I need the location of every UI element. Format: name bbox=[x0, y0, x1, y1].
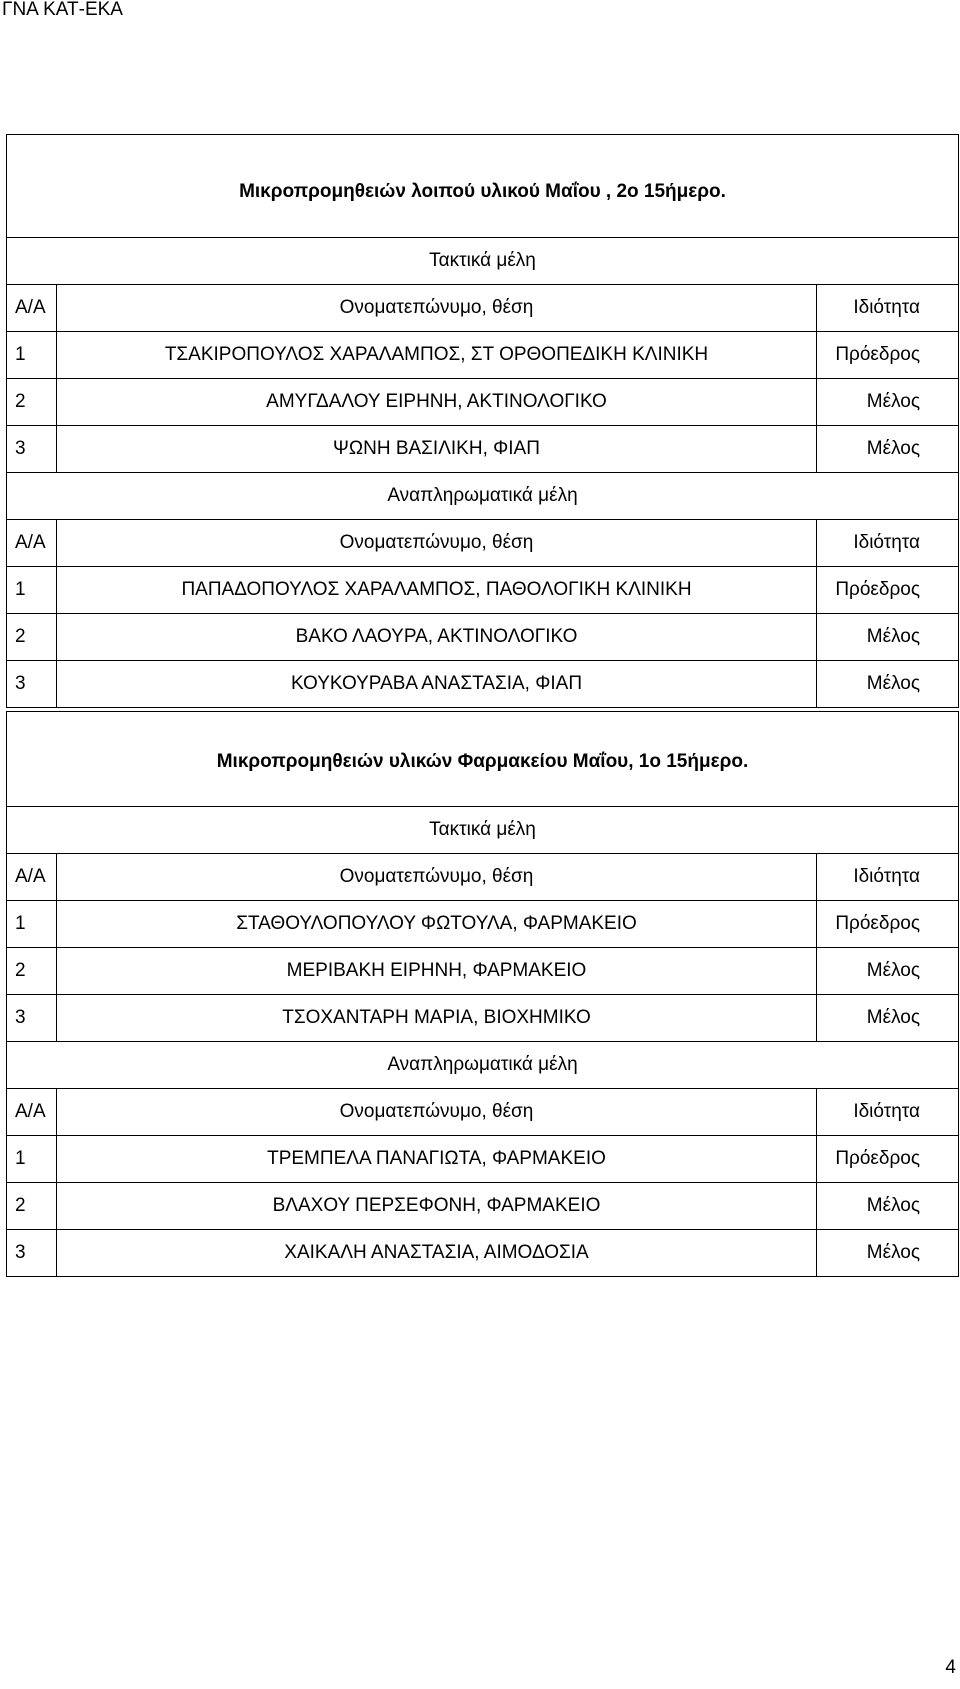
member-aa: 3 bbox=[7, 995, 57, 1042]
table-row bbox=[7, 426, 959, 473]
table-row bbox=[7, 661, 959, 708]
committee-table-2 bbox=[6, 711, 959, 1277]
member-name: ΤΣΟΧΑΝΤΑΡΗ ΜΑΡΙΑ, ΒΙΟΧΗΜΙΚΟ bbox=[57, 995, 817, 1042]
member-aa: 2 bbox=[7, 614, 57, 661]
column-header-aa: Α/Α bbox=[7, 1089, 57, 1136]
column-header-role: Ιδιότητα bbox=[817, 854, 959, 901]
column-header-row bbox=[7, 854, 959, 901]
member-aa: 3 bbox=[7, 661, 57, 708]
table-row bbox=[7, 901, 959, 948]
column-header-role: Ιδιότητα bbox=[817, 285, 959, 332]
table-row bbox=[7, 332, 959, 379]
member-name: ΠΑΠΑΔΟΠΟΥΛΟΣ ΧΑΡΑΛΑΜΠΟΣ, ΠΑΘΟΛΟΓΙΚΗ ΚΛΙΝΙΚΗ bbox=[57, 567, 817, 614]
committee-title: Μικροπρομηθειών λοιπού υλικού Μαΐου , 2ο 15ήμερο. bbox=[7, 135, 959, 238]
member-role: Μέλος bbox=[817, 379, 959, 426]
member-role: Μέλος bbox=[817, 948, 959, 995]
column-header-role: Ιδιότητα bbox=[817, 520, 959, 567]
member-name: ΣΤΑΘΟΥΛΟΠΟΥΛΟΥ ΦΩΤΟΥΛΑ, ΦΑΡΜΑΚΕΙΟ bbox=[57, 901, 817, 948]
member-aa: 1 bbox=[7, 901, 57, 948]
page-number: 4 bbox=[945, 1657, 956, 1678]
member-name: ΤΡΕΜΠΕΛΑ ΠΑΝΑΓΙΩΤΑ, ΦΑΡΜΑΚΕΙΟ bbox=[57, 1136, 817, 1183]
committee-table-1 bbox=[6, 134, 959, 708]
table-row bbox=[7, 1230, 959, 1277]
member-role: Μέλος bbox=[817, 1183, 959, 1230]
table-row bbox=[7, 948, 959, 995]
alternate-members-heading: Αναπληρωματικά μέλη bbox=[7, 1042, 959, 1089]
member-name: ΒΑΚΟ ΛΑΟΥΡΑ, ΑΚΤΙΝΟΛΟΓΙΚΟ bbox=[57, 614, 817, 661]
member-aa: 2 bbox=[7, 1183, 57, 1230]
member-role: Πρόεδρος bbox=[817, 1136, 959, 1183]
member-role: Μέλος bbox=[817, 1230, 959, 1277]
member-aa: 2 bbox=[7, 379, 57, 426]
regular-members-heading: Τακτικά μέλη bbox=[7, 238, 959, 285]
member-name: ΨΩΝΗ ΒΑΣΙΛΙΚΗ, ΦΙΑΠ bbox=[57, 426, 817, 473]
table-row bbox=[7, 1136, 959, 1183]
member-aa: 2 bbox=[7, 948, 57, 995]
table-row bbox=[7, 379, 959, 426]
table-row bbox=[7, 614, 959, 661]
column-header-row bbox=[7, 285, 959, 332]
document-header: ΓΝΑ ΚΑΤ-ΕΚΑ bbox=[2, 0, 123, 20]
member-aa: 1 bbox=[7, 1136, 57, 1183]
member-aa: 3 bbox=[7, 426, 57, 473]
member-aa: 3 bbox=[7, 1230, 57, 1277]
alternate-members-heading: Αναπληρωματικά μέλη bbox=[7, 473, 959, 520]
member-aa: 1 bbox=[7, 332, 57, 379]
column-header-name: Ονοματεπώνυμο, θέση bbox=[57, 854, 817, 901]
column-header-row bbox=[7, 1089, 959, 1136]
column-header-name: Ονοματεπώνυμο, θέση bbox=[57, 285, 817, 332]
member-name: ΚΟΥΚΟΥΡΑΒΑ ΑΝΑΣΤΑΣΙΑ, ΦΙΑΠ bbox=[57, 661, 817, 708]
member-name: ΒΛΑΧΟΥ ΠΕΡΣΕΦΟΝΗ, ΦΑΡΜΑΚΕΙΟ bbox=[57, 1183, 817, 1230]
column-header-aa: Α/Α bbox=[7, 520, 57, 567]
column-header-aa: Α/Α bbox=[7, 285, 57, 332]
member-role: Μέλος bbox=[817, 995, 959, 1042]
column-header-name: Ονοματεπώνυμο, θέση bbox=[57, 1089, 817, 1136]
column-header-role: Ιδιότητα bbox=[817, 1089, 959, 1136]
table-row bbox=[7, 567, 959, 614]
table-row bbox=[7, 1183, 959, 1230]
member-name: ΤΣΑΚΙΡΟΠΟΥΛΟΣ ΧΑΡΑΛΑΜΠΟΣ, ΣΤ ΟΡΘΟΠΕΔΙΚΗ ΚΛΙΝΙΚΗ bbox=[57, 332, 817, 379]
member-aa: 1 bbox=[7, 567, 57, 614]
member-role: Πρόεδρος bbox=[817, 901, 959, 948]
member-name: ΜΕΡΙΒΑΚΗ ΕΙΡΗΝΗ, ΦΑΡΜΑΚΕΙΟ bbox=[57, 948, 817, 995]
member-role: Μέλος bbox=[817, 614, 959, 661]
committee-title: Μικροπρομηθειών υλικών Φαρμακείου Μαΐου, 1ο 15ήμερο. bbox=[7, 712, 959, 807]
table-row bbox=[7, 995, 959, 1042]
column-header-aa: Α/Α bbox=[7, 854, 57, 901]
member-role: Πρόεδρος bbox=[817, 332, 959, 379]
member-role: Πρόεδρος bbox=[817, 567, 959, 614]
member-name: ΧΑΙΚΑΛΗ ΑΝΑΣΤΑΣΙΑ, ΑΙΜΟΔΟΣΙΑ bbox=[57, 1230, 817, 1277]
member-role: Μέλος bbox=[817, 661, 959, 708]
member-role: Μέλος bbox=[817, 426, 959, 473]
regular-members-heading: Τακτικά μέλη bbox=[7, 807, 959, 854]
member-name: ΑΜΥΓΔΑΛΟΥ ΕΙΡΗΝΗ, ΑΚΤΙΝΟΛΟΓΙΚΟ bbox=[57, 379, 817, 426]
column-header-row bbox=[7, 520, 959, 567]
column-header-name: Ονοματεπώνυμο, θέση bbox=[57, 520, 817, 567]
